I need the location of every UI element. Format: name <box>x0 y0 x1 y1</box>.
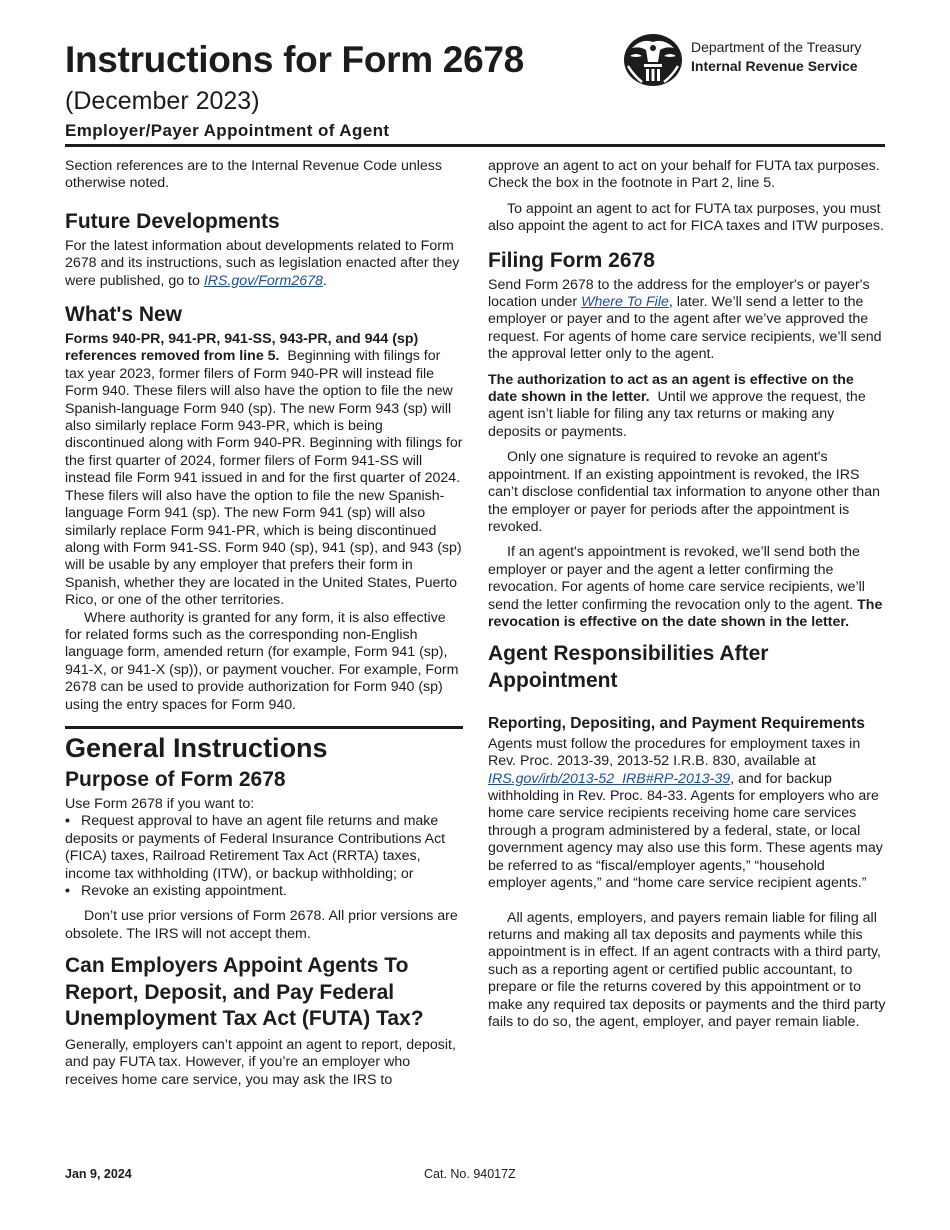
continued-text: approve an agent to act on your behalf for FUTA tax purposes. Check the box in the footnote in Part 2, line 5. <box>488 158 880 192</box>
irs-eagle-logo-icon <box>622 32 684 88</box>
list-item: • Revoke an existing appointment. <box>65 883 287 899</box>
header-rule <box>65 144 885 147</box>
general-instructions-rule <box>65 726 463 765</box>
futa-appoint-text: To appoint an agent to act for FUTA tax purposes, you must also appoint the agent to act for FICA taxes and ITW purposes. <box>488 200 884 235</box>
whats-new-heading: What's New <box>65 303 183 327</box>
futa-text: Generally, employers can’t appoint an agent to report, deposit, and pay FUTA tax. However, if you’re an employer who receives home care service, you may ask the IRS to <box>65 1036 456 1088</box>
catalog-number: Cat. No. 94017Z <box>424 1167 516 1181</box>
where-to-file-link[interactable]: Where To File <box>581 294 669 311</box>
agency-name <box>691 38 861 76</box>
agent-responsibilities-heading: Agent Responsibilities After Appointment <box>488 642 769 692</box>
filing-heading: Filing Form 2678 <box>488 248 655 272</box>
prior-versions-text: Don’t use prior versions of Form 2678. All prior versions are obsolete. The IRS will not accept them. <box>65 908 458 942</box>
revoke-signature-text: Only one signature is required to revoke an agent's appointment. If an existing appointment is revoked, the IRS can’t disclose confidential tax information to anyone other than the employer or payer for periods after the appointment is revoked. <box>488 449 880 535</box>
page-subtitle: Employer/Payer Appointment of Agent <box>65 121 390 140</box>
whats-new-text: Forms 940-PR, 941-PR, 941-SS, 943-PR, and 944 (sp) references removed from line 5. Beginning with filings for tax year 2023, former filers of Form 940-PR will instead file Form 940. These filers will also have the option to file the new Spanish-language Form 940 (sp). The new Form 943 (sp) will also similarly replace Form 943-PR, which is being discontinued along with Form 940-PR. Beginning with filings for the first quarter of 2024, former filers of Form 941-SS will instead file Form 941 issued in and for the first quarter of 2024. These filers will also have the option to file the new Spanish-language Form 941 (sp). The new Form 941 (sp) will also similarly replace Form 941-PR, which is being discontinued along with Form 941-SS. Form 940 (sp), 941 (sp), and 943 (sp) will be usable by any employer that prefers their form in Spanish, whether they are located in the United States, Puerto Rico, or one of the other territories. <box>65 331 463 609</box>
purpose-heading: Purpose of Form 2678 <box>65 767 286 791</box>
rev-proc-link[interactable]: IRS.gov/irb/2013-52_IRB#RP-2013-39 <box>488 770 731 787</box>
filing-text: Send Form 2678 to the address for the employer's or payer's location under Where To File, later. We’ll send a letter to the employer or payer and to the agent after we’ve approved the request. For agents of home care service recipients, we’ll send the approval letter only to the agent. <box>488 276 882 363</box>
revision-date: (December 2023) <box>65 87 260 115</box>
reporting-heading: Reporting, Depositing, and Payment Requirements <box>488 715 865 733</box>
reporting-text: Agents must follow the procedures for employment taxes in Rev. Proc. 2013-39, 2013-52 I.R.B. 830, available at IRS.gov/irb/2013-52_IRB#RP-2013-39, and for backup withholding in Rev. Proc. 84-33. Agents for employers who are home care service recipients receiving home care services through a program administered by a federal, state, or local government agency may also use this form. These agents may be referred to as “fiscal/employer agents,” “household employer agents,” and “home care service recipient agents.” <box>488 735 883 892</box>
future-developments-text: For the latest information about developments related to Form 2678 and its instructions, such as legislation enacted after they were published, go to IRS.gov/Form2678. <box>65 237 460 289</box>
authorization-text: The authorization to act as an agent is effective on the date shown in the letter. Until we approve the request, the agent isn’t liable for filing any tax returns or making any deposits or payments. <box>488 371 866 440</box>
irs-form2678-link[interactable]: IRS.gov/Form2678 <box>203 272 323 289</box>
purpose-intro: Use Form 2678 if you want to: <box>65 795 255 812</box>
whats-new-lead: Forms 940-PR, 941-PR, 941-SS, 943-PR, and 944 (sp) references removed from line 5. <box>65 331 419 365</box>
futa-heading: Can Employers Appoint Agents To Report, Deposit, and Pay Federal Unemployment Tax Act (FUTA) Tax? <box>65 954 424 1031</box>
list-item: • Request approval to have an agent file returns and make deposits or payments of Federal Insurance Contributions Act (FICA) taxes, Railroad Retirement Tax Act (RRTA) taxes, income tax withholding (ITW), or backup withholding; or <box>65 813 446 882</box>
right-column <box>488 158 886 1031</box>
footer-date: Jan 9, 2024 <box>65 1167 132 1181</box>
general-instructions-heading: General Instructions <box>65 732 328 763</box>
bullet-icon: • <box>65 883 70 899</box>
agency-line-1: Department of the Treasury <box>691 39 862 55</box>
intro-text: Section references are to the Internal Revenue Code unless otherwise noted. <box>65 158 442 192</box>
liability-text: All agents, employers, and payers remain liable for filing all returns and making all tax deposits and payments while this appointment is in effect. If an agent contracts with a third party, such as a reporting agent or certified public accountant, to prepare or file the returns covered by this appointment or to make any required tax deposits or payments and the third party fails to do so, the agent, employer, and payer remain liable. <box>488 909 886 1030</box>
authority-text: Where authority is granted for any form, it is also effective for related forms such as the corresponding non-English language form, amended return (for example, Form 941 (sp), 941-X, or 941-X (sp)), or payment voucher. For example, Form 2678 can be used to provide authorization for Form 940 (sp) using the entry spaces for Form 940. <box>65 609 459 713</box>
agency-line-2: Internal Revenue Service <box>691 58 858 74</box>
page-title: Instructions for Form 2678 <box>65 39 524 80</box>
bullet-icon: • <box>65 813 70 830</box>
left-column <box>65 158 463 1089</box>
revocation-text: If an agent's appointment is revoked, we’ll send both the employer or payer and the agent a letter confirming the revocation. For agents of home care service recipients, we’ll send the letter confirming the revocation only to the agent. The revocation is effective on the date shown in the letter. <box>488 544 883 630</box>
future-developments-heading: Future Developments <box>65 209 280 233</box>
